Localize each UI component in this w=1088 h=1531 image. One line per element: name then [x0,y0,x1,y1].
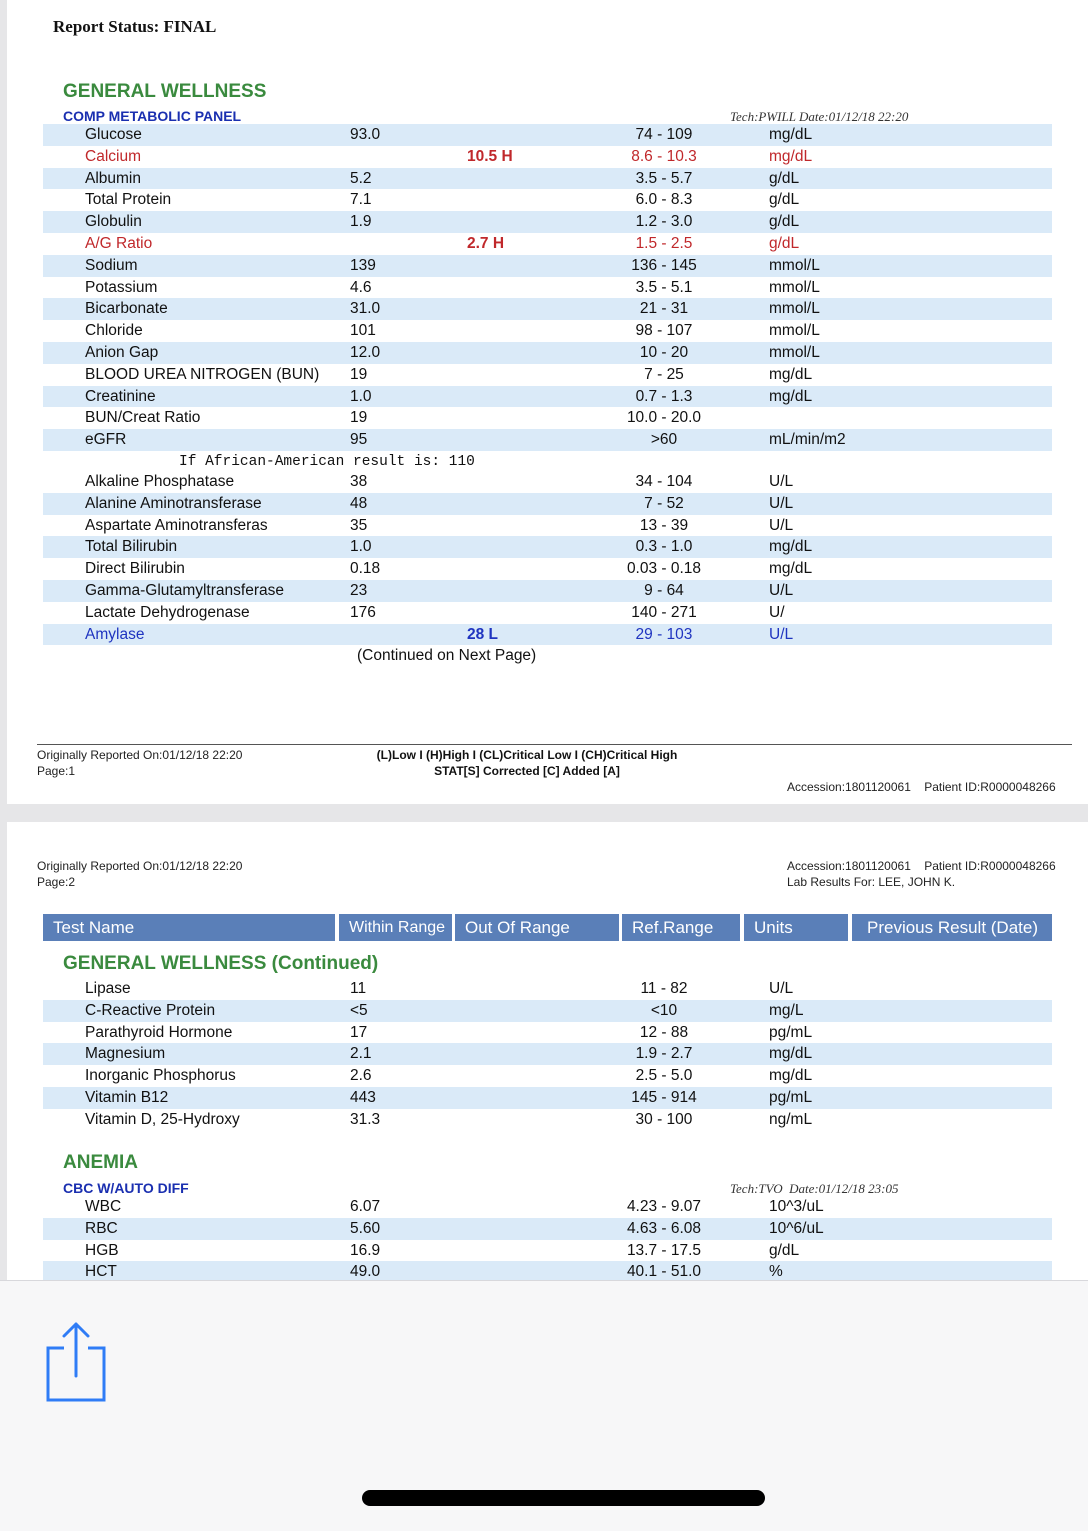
test-name: Glucose [85,126,142,143]
units: g/dL [769,235,800,252]
footer-divider [37,744,1072,745]
within-range-value: 1.0 [350,387,372,405]
table-row [43,1240,1052,1262]
test-name: BLOOD UREA NITROGEN (BUN) [85,365,320,383]
table-row [43,255,1052,277]
within-range-value: 6.07 [350,1198,381,1215]
test-name: Alanine Aminotransferase [85,494,262,512]
home-indicator[interactable] [362,1490,765,1506]
reference-range: 11 - 82 [640,980,688,997]
units: mg/dL [769,365,813,383]
units: mL/min/m2 [769,431,846,449]
page-number: Page:2 [37,875,76,889]
col-previous-result: Previous Result (Date) [852,914,1052,941]
reference-range: >60 [650,431,678,449]
test-name: Gamma-Glutamyltransferase [85,582,284,599]
table-row [43,211,1052,233]
reference-range: 8.6 - 10.3 [631,147,697,165]
units: mmol/L [769,278,820,296]
accession: Accession:1801120061 Patient ID:R0000048266 [787,859,1056,873]
test-name: BUN/Creat Ratio [85,409,201,427]
out-of-range-value: 10.5 H [467,147,513,165]
test-name: Vitamin B12 [85,1089,169,1106]
share-icon[interactable] [44,1320,108,1404]
table-row [43,124,1052,146]
table-row [43,515,1052,537]
col-units: Units [744,914,848,941]
table-row [43,429,1052,451]
section-title: GENERAL WELLNESS [63,81,267,102]
units: g/dL [769,169,800,187]
table-row [43,1000,1052,1022]
units: U/L [769,473,794,490]
test-name: eGFR [85,431,127,449]
footer-legend [367,747,687,779]
within-range-value: 35 [350,516,368,534]
within-range-value: 0.18 [350,560,381,578]
within-range-value: 49.0 [350,1263,381,1280]
table-row [43,189,1052,211]
units: mg/dL [769,1045,813,1063]
within-range-value: 11 [350,980,367,997]
units: U/L [769,494,794,512]
test-name: Potassium [85,278,158,296]
units: mg/dL [769,538,813,556]
report-status: Report Status: FINAL [53,17,217,36]
footer-left [37,747,242,779]
report-page-1 [7,0,1088,804]
within-range-value: 443 [350,1089,376,1106]
reference-range: 7 - 25 [644,365,684,383]
units: mmol/L [769,344,820,361]
reference-range: 13 - 39 [639,516,689,534]
test-name: A/G Ratio [85,235,153,252]
header-right [787,858,1056,890]
reference-range: 1.2 - 3.0 [635,213,693,231]
table-row [43,386,1052,408]
col-ref-range: Ref.Range [622,914,740,941]
reported-on: Originally Reported On:01/12/18 22:20 [37,859,243,873]
units: mg/dL [769,387,813,405]
table-row [43,168,1052,190]
reference-range: 10 - 20 [639,344,689,361]
table-row [43,580,1052,602]
reference-range: 29 - 103 [635,625,693,643]
units: mg/dL [769,147,813,165]
reference-range: 145 - 914 [631,1089,697,1106]
table-row [43,1218,1052,1240]
units: mmol/L [769,300,820,318]
test-name: Total Bilirubin [85,538,178,556]
units: mmol/L [769,322,820,340]
units: U/L [769,980,794,997]
within-range-value: 48 [350,494,368,512]
within-range-value: 1.0 [350,538,372,556]
within-range-value: 139 [350,256,376,274]
test-name: Creatinine [85,387,156,405]
col-test-name: Test Name [43,914,335,941]
table-row [43,1022,1052,1044]
page-number: Page:1 [37,764,76,778]
table-row [43,1196,1052,1218]
table-row [43,233,1052,255]
col-within-range: Within Range [339,914,452,941]
table-row [43,493,1052,515]
within-range-value: 93.0 [350,126,381,143]
test-name: Aspartate Aminotransferas [85,516,268,534]
table-row [43,471,1052,493]
within-range-value: 38 [350,473,368,490]
units: mg/dL [769,126,813,143]
test-name: Lipase [85,980,131,997]
tech-info-cbc: Tech:TVO Date:01/12/18 23:05 [730,1181,899,1196]
test-name: Lactate Dehydrogenase [85,603,250,621]
reference-range: 74 - 109 [635,126,693,143]
reference-range: 3.5 - 5.7 [635,169,693,187]
reference-range: 10.0 - 20.0 [626,409,702,427]
test-name: Direct Bilirubin [85,560,185,578]
legend-line-1: (L)Low I (H)High I (CL)Critical Low I (CH)Critical High [376,748,678,762]
reference-range: 0.03 - 0.18 [626,560,702,578]
continued-note: (Continued on Next Page) [357,647,537,664]
within-range-value: 176 [350,603,376,621]
within-range-value: 2.6 [350,1067,372,1085]
test-name: Alkaline Phosphatase [85,473,235,490]
units: 10^6/uL [769,1219,824,1237]
table-row [43,558,1052,580]
table-row [43,320,1052,342]
reference-range: 13.7 - 17.5 [626,1241,702,1259]
test-name: Total Protein [85,191,172,209]
units: g/dL [769,191,800,209]
test-name: Bicarbonate [85,300,168,318]
units: mg/dL [769,1067,813,1085]
panel-title-cbc: CBC W/AUTO DIFF [63,1180,189,1196]
lab-results-for: Lab Results For: LEE, JOHN K. [787,875,956,889]
reference-range: 0.3 - 1.0 [635,538,693,556]
within-range-value: 1.9 [350,213,372,231]
within-range-value: 19 [350,365,368,383]
section-title-continued: GENERAL WELLNESS (Continued) [63,953,379,974]
test-name: Vitamin D, 25-Hydroxy [85,1110,240,1128]
out-of-range-value: 28 L [467,625,499,643]
table-row [43,1065,1052,1087]
reference-range: 0.7 - 1.3 [635,387,693,405]
reference-range: 2.5 - 5.0 [635,1067,693,1085]
units: g/dL [769,213,800,231]
table-row [43,277,1052,299]
table-row [43,342,1052,364]
within-range-value: 5.2 [350,169,372,187]
test-name: Magnesium [85,1045,166,1063]
reference-range: 21 - 31 [639,300,689,318]
reference-range: 30 - 100 [635,1110,693,1128]
table-row [43,602,1052,624]
reference-range: 136 - 145 [631,256,697,274]
panel-title: COMP METABOLIC PANEL [63,108,242,124]
within-range-value: 4.6 [350,278,372,296]
within-range-value: 5.60 [350,1219,381,1237]
reference-range: 4.23 - 9.07 [626,1198,702,1215]
table-row [43,536,1052,558]
units: U/L [769,516,794,534]
reference-range: 98 - 107 [635,322,693,340]
reference-range: 140 - 271 [631,603,697,621]
test-name: C-Reactive Protein [85,1001,216,1019]
reported-on: Originally Reported On:01/12/18 22:20 [37,748,243,762]
within-range-value: 31.0 [350,300,381,318]
reference-range: 6.0 - 8.3 [635,191,693,209]
egfr-note: If African-American result is: 110 [179,454,475,470]
reference-range: 12 - 88 [639,1023,689,1041]
units: U/L [769,625,794,643]
units: U/L [769,582,794,599]
units: pg/mL [769,1089,813,1106]
table-row [43,1261,1052,1280]
test-name: Amylase [85,625,145,643]
out-of-range-value: 2.7 H [467,235,505,252]
table-row [43,364,1052,386]
test-name: Inorganic Phosphorus [85,1067,236,1085]
table-row [43,624,1052,646]
reference-range: 1.9 - 2.7 [635,1045,693,1063]
reference-range: 40.1 - 51.0 [626,1263,702,1280]
reference-range: 34 - 104 [635,473,693,490]
test-name: HCT [85,1263,117,1280]
report-page-2 [7,822,1088,1280]
table-row [43,298,1052,320]
test-name: WBC [85,1198,122,1215]
test-name: HGB [85,1241,119,1259]
test-name: Calcium [85,147,141,165]
table-row [43,1109,1052,1131]
table-row [43,407,1052,429]
within-range-value: 95 [350,431,368,449]
test-name: Globulin [85,213,142,231]
table-row [43,146,1052,168]
reference-range: 7 - 52 [644,494,684,512]
reference-range: <10 [650,1001,678,1019]
within-range-value: 31.3 [350,1110,381,1128]
within-range-value: 101 [350,322,376,340]
reference-range: 3.5 - 5.1 [635,278,693,296]
units: 10^3/uL [769,1198,824,1215]
legend-line-2: STAT[S] Corrected [C] Added [A] [434,764,620,778]
reference-range: 4.63 - 6.08 [626,1219,702,1237]
header-left [37,858,242,890]
units: mg/dL [769,560,813,578]
within-range-value: <5 [350,1001,368,1019]
tech-info: Tech:PWILL Date:01/12/18 22:20 [730,109,909,124]
test-name: Chloride [85,322,143,340]
test-name: Parathyroid Hormone [85,1023,233,1041]
units: mg/L [769,1001,804,1019]
test-name: Anion Gap [85,344,159,361]
within-range-value: 19 [350,409,368,427]
accession: Accession:1801120061 Patient ID:R0000048266 [787,780,1056,794]
test-name: Sodium [85,256,138,274]
within-range-value: 16.9 [350,1241,381,1259]
within-range-value: 2.1 [350,1045,372,1063]
within-range-value: 12.0 [350,344,381,361]
units: % [769,1263,783,1280]
table-row [43,1043,1052,1065]
section-title-anemia: ANEMIA [63,1152,138,1173]
reference-range: 9 - 64 [644,582,684,599]
within-range-value: 23 [350,582,368,599]
units: U/ [769,603,785,621]
test-name: RBC [85,1219,118,1237]
within-range-value: 17 [350,1023,368,1041]
within-range-value: 7.1 [350,191,372,209]
reference-range: 1.5 - 2.5 [635,235,693,252]
units: g/dL [769,1241,800,1259]
col-out-of-range: Out Of Range [455,914,619,941]
table-row [43,1087,1052,1109]
units: mmol/L [769,256,820,274]
table-row [43,978,1052,1000]
units: ng/mL [769,1110,813,1128]
test-name: Albumin [85,169,141,187]
units: pg/mL [769,1023,813,1041]
